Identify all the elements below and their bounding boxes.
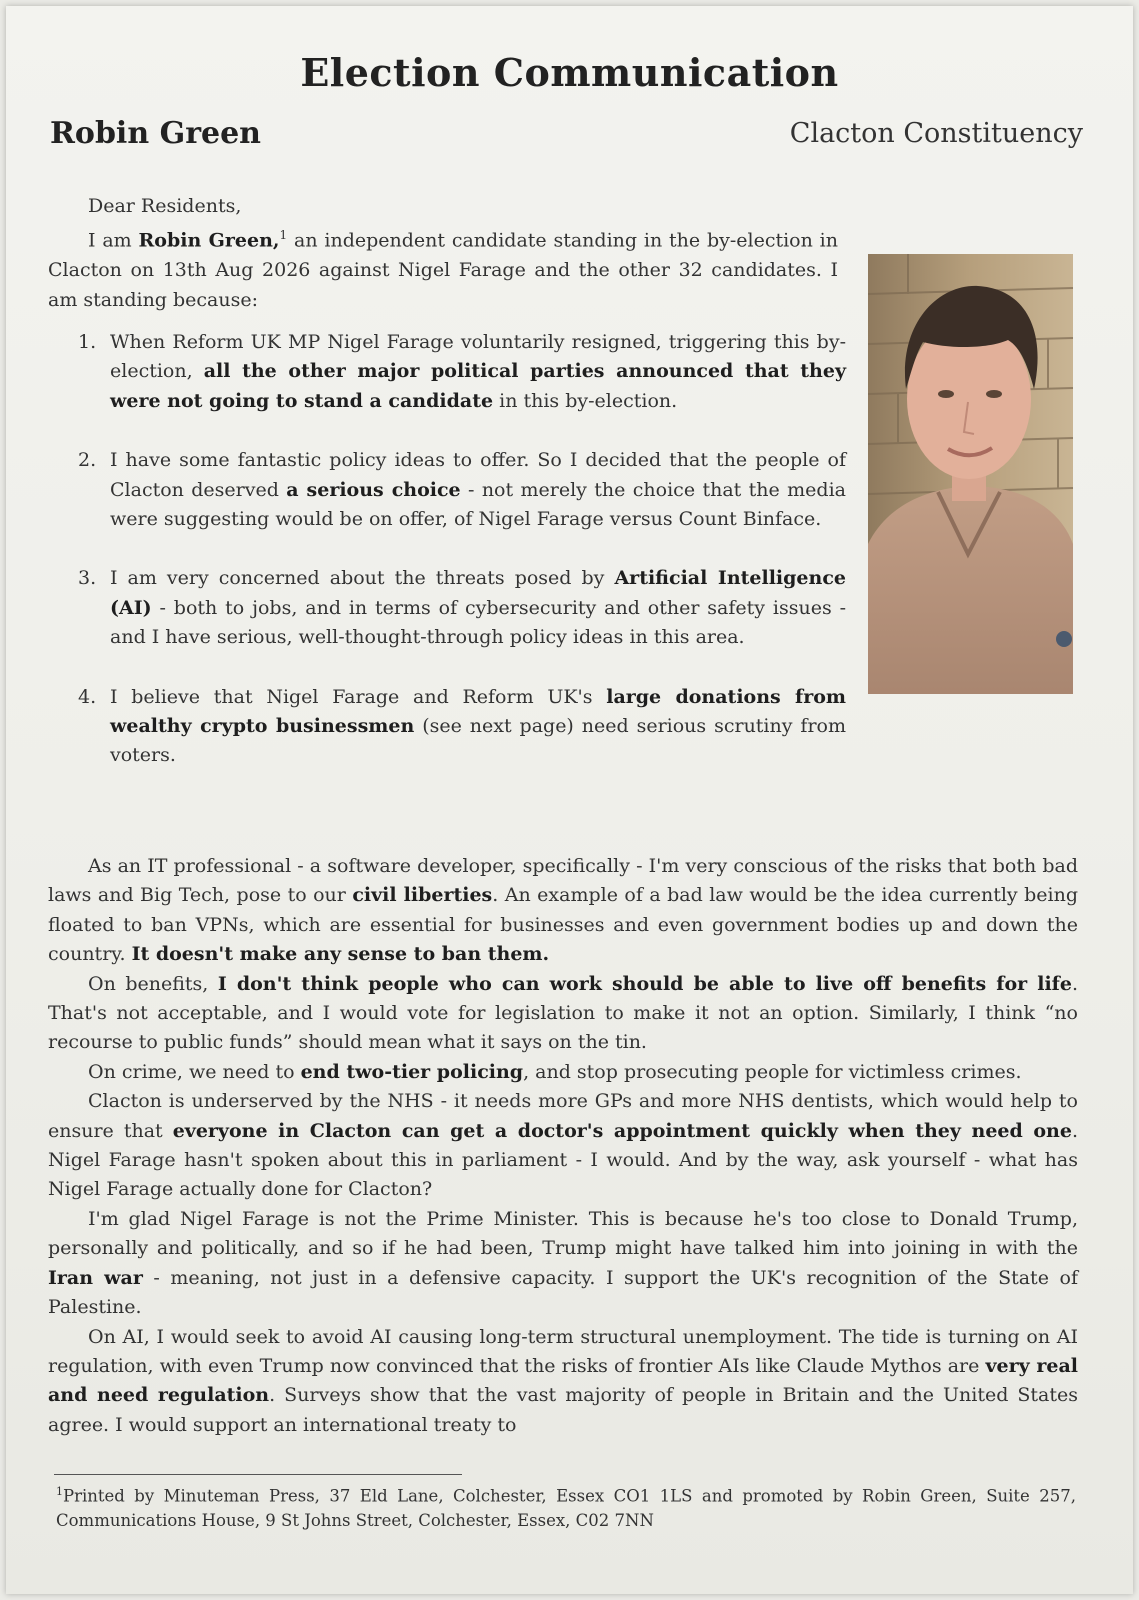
paragraph-bold: end two-tier policing: [300, 1060, 524, 1083]
list-item-text-end: - both to jobs, and in terms of cybersecurity and other safety issues - and I have serious, well-thought-through policy ideas in this area.: [110, 596, 846, 649]
salutation: Dear Residents,: [88, 195, 242, 217]
list-item-text: I believe that Nigel Farage and Reform UK's: [110, 685, 607, 708]
page-title: Election Communication: [300, 50, 839, 95]
candidate-name: Robin Green: [50, 116, 261, 151]
paragraph-text: , and stop prosecuting people for victimless crimes.: [523, 1060, 1022, 1083]
paragraph-ai: [48, 1323, 1078, 1441]
paragraph-crime: [48, 1058, 1078, 1087]
paragraph-text: I'm glad Nigel Farage is not the Prime Minister. This is because he's too close to Donald Trump, personally and politically, and so if he had been, Trump might have talked him into joining in with the: [48, 1207, 1078, 1260]
paragraph-text: . That's not acceptable, and I would vote for legislation to make it not an option. Similarly, I think “no recourse to public funds” should mean what it says on the tin.: [48, 972, 1078, 1054]
list-item: [48, 446, 860, 534]
main-body: [48, 852, 1078, 1440]
paragraph-nhs: [48, 1087, 1078, 1205]
paragraph-bold: It doesn't make any sense to ban them.: [131, 943, 550, 966]
list-item-number: 1.: [78, 331, 97, 353]
paragraph-text: . An example of a bad law would be the idea currently being floated to ban VPNs, which are essential for businesses and even government bodies up and down the country.: [48, 884, 1078, 966]
list-item-bold: Artificial Intelligence (AI): [110, 567, 846, 619]
list-item-bold: all the other major political parties announced that they were not going to stand a candidate: [110, 360, 846, 412]
footnote-marker: 1: [279, 228, 288, 243]
paragraph-civil-liberties: [48, 852, 1078, 970]
list-item-text: I am very concerned about the threats posed by: [110, 567, 615, 590]
paragraph-bold: civil liberties: [352, 884, 493, 907]
paragraph-text: As an IT professional - a software developer, specifically - I'm very conscious of the risks that both bad laws and Big Tech, pose to our: [48, 855, 1078, 907]
intro-candidate-name: Robin Green,: [138, 229, 280, 252]
candidate-portrait-image: [868, 254, 1073, 694]
paragraph-text: - meaning, not just in a defensive capacity. I support the UK's recognition of the State of Palestine.: [48, 1266, 1078, 1319]
footnote: [56, 1480, 1076, 1533]
candidate-photo: [868, 254, 1073, 694]
paragraph-foreign-policy: [48, 1205, 1078, 1323]
list-item-text: I have some fantastic policy ideas to offer. So I decided that the people of Clacton deserved: [110, 449, 846, 501]
list-item-bold: a serious choice: [286, 478, 461, 501]
paragraph-text: . Nigel Farage hasn't spoken about this in parliament - I would. And by the way, ask yourself - what has Nigel Farage actually done for Clacton?: [48, 1119, 1079, 1201]
paragraph-text: Clacton is underserved by the NHS - it needs more GPs and more NHS dentists, which would help to ensure that: [48, 1090, 1078, 1142]
paragraph-bold: I don't think people who can work should be able to live off benefits for life: [217, 972, 1072, 995]
list-item-number: 2.: [78, 449, 97, 472]
footnote-number: 1: [56, 1485, 63, 1498]
list-item: [48, 328, 860, 416]
paragraph-bold: Iran war: [48, 1266, 143, 1289]
intro-paragraph: [48, 221, 838, 315]
list-item-bold: large donations from wealthy crypto businessmen: [110, 685, 846, 738]
list-item-number: 4.: [78, 685, 97, 708]
paragraph-text: . Surveys show that the vast majority of people in Britain and the United States agree. I would support an international treaty to: [48, 1384, 1078, 1436]
paragraph-bold: very real and need regulation: [48, 1354, 1079, 1407]
list-item-text-end: in this by-election.: [493, 389, 678, 412]
intro-section: [48, 192, 858, 315]
intro-text: I am: [88, 229, 139, 252]
list-item: [48, 564, 860, 652]
list-item-text: When Reform UK MP Nigel Farage voluntarily resigned, triggering this by-election,: [110, 331, 846, 383]
list-item: [48, 683, 860, 771]
paragraph-text: On benefits,: [88, 972, 218, 995]
list-item-text-end: - not merely the choice that the media were suggesting would be on offer, of Nigel Farage versus Count Binface.: [110, 478, 846, 531]
footnote-divider: [54, 1474, 462, 1475]
paragraph-benefits: [48, 970, 1078, 1058]
paragraph-bold: everyone in Clacton can get a doctor's appointment quickly when they need one: [172, 1119, 1072, 1142]
reasons-list: [48, 328, 860, 801]
footnote-text: Printed by Minuteman Press, 37 Eld Lane, Colchester, Essex CO1 1LS and promoted by Robin Green, Suite 257, Communications House, 9 St Johns Street, Colchester, Essex, C02 7NN: [56, 1486, 1076, 1530]
intro-text-rest: an independent candidate standing in the by-election in Clacton on 13th Aug 2026 against Nigel Farage and the other 32 candidates. I am standing because:: [48, 229, 838, 311]
leaflet-page: [6, 6, 1133, 1594]
list-item-text-end: (see next page) need serious scrutiny from voters.: [110, 715, 846, 767]
list-item-number: 3.: [78, 567, 97, 590]
paragraph-text: On AI, I would seek to avoid AI causing long-term structural unemployment. The tide is turning on AI regulation, with even Trump now convinced that the risks of frontier AIs like Claude Mythos are: [48, 1325, 1078, 1377]
paragraph-text: On crime, we need to: [88, 1060, 301, 1083]
constituency-name: Clacton Constituency: [789, 118, 1083, 149]
